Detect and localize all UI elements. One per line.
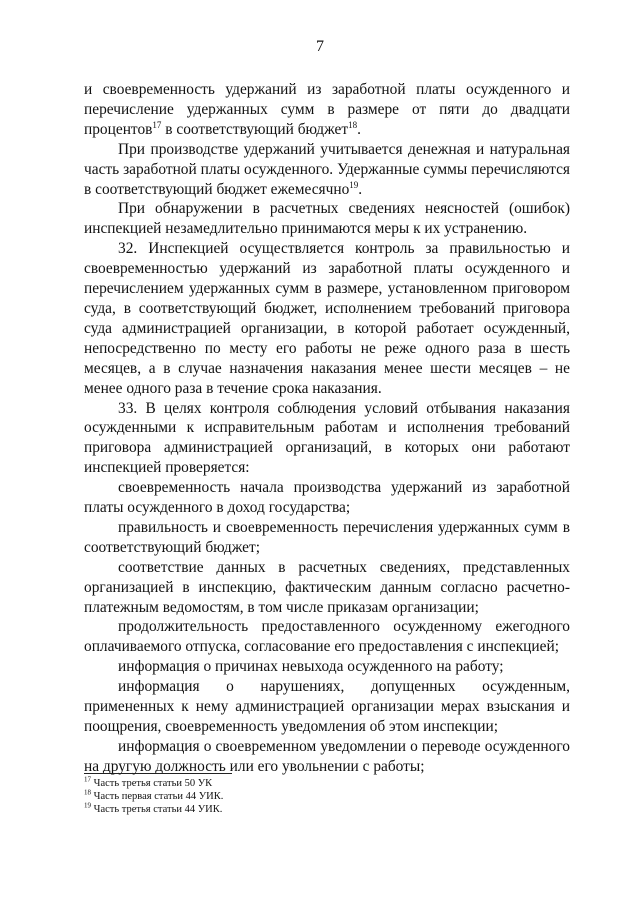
footnote-19: $^{19}$ Часть третья статьи 44 УИК.: [84, 801, 223, 815]
paragraph-3: При обнаружении в расчетных сведениях неясностей (ошибок) инспекцией незамедлительно принимаются меры к их устранению.: [84, 200, 570, 238]
footnote-ref-18: 18: [348, 119, 358, 130]
paragraph-2: При производстве удержаний учитывается денежная и натуральная часть заработной платы осужденного. Удержанные суммы перечисляются в соответствующий бюджет ежемесячно$^{19}$.: [84, 140, 570, 198]
paragraph-33: 33. В целях контроля соблюдения условий отбывания наказания осужденными к исправительным работам и исполнения требований приговора администрацией организаций, в которых они работают инспекцией проверяется:: [84, 399, 570, 477]
footnote-ref-19: 19: [349, 179, 359, 190]
list-item-5: информация о причинах невыхода осужденного на работу;: [118, 658, 504, 676]
list-item-6: информация о нарушениях, допущенных осужденным, примененных к нему администрацией организации мерах взыскания и поощрения, своевременность уведомления об этом инспекции;: [84, 678, 570, 735]
footnote-separator: [84, 773, 232, 774]
footnote-17: $^{17}$ Часть третья статьи 50 УК: [84, 775, 213, 789]
list-item-2: правильность и своевременность перечисления удержанных сумм в соответствующий бюджет;: [84, 518, 570, 556]
list-item-1: своевременность начала производства удержаний из заработной платы осужденного в доход государства;: [84, 479, 570, 517]
body-text: [84, 80, 570, 777]
paragraph-32: 32. Инспекцией осуществляется контроль за правильностью и своевременностью удержаний из заработной платы осужденного и перечислением удержанных сумм в размере, установленном приговором суда, в соответствующий бюджет, исполнением требований приговора суда администрацией организации, в которой работает осужденный, непосредственно по месту его работы не реже одного раза в шесть месяцев, а в случае назначения наказания менее шести месяцев – не менее одного раза в течение срока наказания.: [84, 240, 570, 397]
paragraph-1: и своевременность удержаний из заработной платы осужденного и перечисление удержанных сумм в размере от пяти до двадцати процентов$^{17}$ в соответствующий бюджет$^{18}$.: [84, 81, 570, 138]
footnotes: [84, 777, 564, 816]
list-item-3: соответствие данных в расчетных сведениях, представленных организацией в инспекцию, фактическим данным согласно расчетно-платежным ведомостям, в том числе приказам организации;: [84, 558, 570, 616]
footnote-18: $^{18}$ Часть первая статьи 44 УИК.: [84, 788, 224, 802]
footnote-ref-17: 17: [152, 119, 162, 130]
page-number: 7: [316, 38, 324, 55]
list-item-7: информация о своевременном уведомлении о переводе осужденного на другую должность или его увольнении с работы;: [84, 737, 570, 775]
list-item-4: продолжительность предоставленного осужденному ежегодного оплачиваемого отпуска, согласование его предоставления с инспекцией;: [84, 618, 570, 656]
